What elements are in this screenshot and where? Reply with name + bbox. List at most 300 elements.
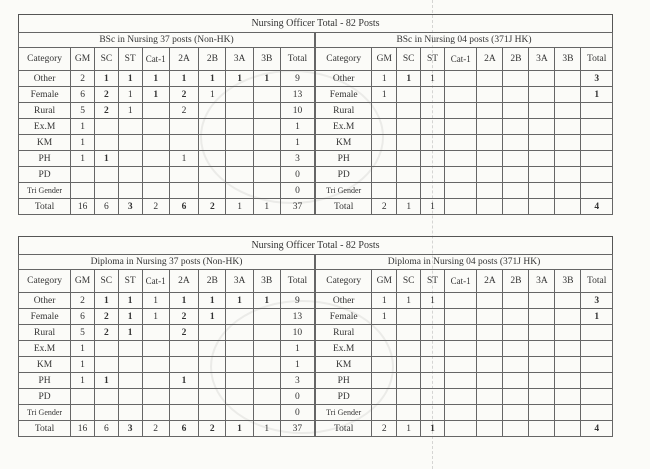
table-cell: 3 — [118, 421, 142, 437]
table-cell — [421, 325, 445, 341]
table-cell: 1 — [118, 87, 142, 103]
row-label: PH — [316, 151, 372, 167]
table-cell: 1 — [169, 151, 198, 167]
table-cell: 1 — [397, 199, 421, 215]
table-cell: 0 — [280, 389, 314, 405]
table-cell: 1 — [253, 293, 280, 309]
table-row — [316, 87, 613, 103]
table-cell: 9 — [280, 71, 314, 87]
table-cell — [444, 151, 477, 167]
table-cell — [397, 135, 421, 151]
table-cell — [118, 151, 142, 167]
table-cell — [581, 389, 613, 405]
block-title: Nursing Officer Total - 82 Posts — [18, 236, 613, 254]
table-row — [316, 135, 613, 151]
row-label: Female — [316, 309, 372, 325]
table-cell — [199, 341, 226, 357]
table-cell: 6 — [169, 199, 198, 215]
table-cell — [555, 103, 581, 119]
column-header: 3A — [226, 270, 253, 293]
table-cell — [397, 309, 421, 325]
table-cell — [94, 183, 118, 199]
table-subtitle: BSc in Nursing 37 posts (Non-HK) — [19, 33, 315, 48]
table-cell: 1 — [372, 293, 397, 309]
table-cell — [421, 183, 445, 199]
table-cell: 2 — [94, 325, 118, 341]
table-cell — [529, 293, 555, 309]
table-cell: 0 — [280, 183, 314, 199]
table-cell — [226, 87, 253, 103]
table-cell — [169, 183, 198, 199]
table-cell — [477, 183, 503, 199]
table-cell: 1 — [169, 71, 198, 87]
table-cell — [529, 373, 555, 389]
table-cell — [444, 103, 477, 119]
table-cell: 1 — [226, 421, 253, 437]
table-cell: 1 — [118, 325, 142, 341]
table-cell — [503, 119, 529, 135]
row-label: Ex.M — [19, 341, 71, 357]
table-cell — [555, 119, 581, 135]
table-cell — [477, 421, 503, 437]
table-cell — [503, 421, 529, 437]
table-row — [316, 71, 613, 87]
table-cell — [444, 293, 477, 309]
left-table-diploma-non-hk — [18, 254, 315, 437]
table-cell — [555, 151, 581, 167]
table-row — [19, 183, 315, 199]
table-cell — [421, 389, 445, 405]
table-cell: 2 — [71, 293, 95, 309]
row-label: KM — [316, 135, 372, 151]
table-cell — [477, 151, 503, 167]
table-cell — [477, 135, 503, 151]
column-header: SC — [94, 270, 118, 293]
table-cell — [581, 103, 613, 119]
table-cell — [503, 325, 529, 341]
table-cell — [199, 135, 226, 151]
table-cell: 2 — [169, 87, 198, 103]
table-cell — [477, 167, 503, 183]
table-cell — [226, 151, 253, 167]
data-table — [315, 254, 613, 437]
table-cell — [118, 357, 142, 373]
column-header: 3B — [253, 48, 280, 71]
row-label: Female — [19, 87, 71, 103]
table-cell: 2 — [94, 87, 118, 103]
table-cell: 13 — [280, 309, 314, 325]
row-label: Tri Gender — [316, 405, 372, 421]
table-cell — [397, 87, 421, 103]
table-cell — [529, 357, 555, 373]
table-cell — [581, 167, 613, 183]
row-label: Tri Gender — [19, 405, 71, 421]
table-cell: 1 — [142, 71, 169, 87]
table-cell: 1 — [71, 357, 95, 373]
table-cell: 2 — [372, 421, 397, 437]
table-cell — [199, 167, 226, 183]
table-cell — [581, 119, 613, 135]
table-cell — [529, 341, 555, 357]
table-cell — [397, 183, 421, 199]
column-header: Cat-1 — [142, 48, 169, 71]
column-header: GM — [372, 48, 397, 71]
table-cell — [421, 373, 445, 389]
table-cell — [477, 71, 503, 87]
table-cell: 2 — [142, 199, 169, 215]
table-cell: 2 — [199, 421, 226, 437]
table-cell — [142, 405, 169, 421]
table-cell — [503, 199, 529, 215]
row-label: PD — [19, 389, 71, 405]
table-cell: 0 — [280, 405, 314, 421]
table-row — [19, 325, 315, 341]
table-cell — [118, 405, 142, 421]
table-cell — [142, 103, 169, 119]
table-cell: 2 — [94, 309, 118, 325]
table-cell — [503, 183, 529, 199]
table-cell: 1 — [71, 151, 95, 167]
table-cell — [477, 373, 503, 389]
table-cell — [94, 135, 118, 151]
table-cell — [529, 389, 555, 405]
table-cell — [444, 325, 477, 341]
table-cell — [555, 71, 581, 87]
row-label: Other — [19, 71, 71, 87]
table-cell — [444, 135, 477, 151]
table-cell — [372, 405, 397, 421]
table-cell — [142, 119, 169, 135]
table-cell: 1 — [118, 293, 142, 309]
column-header: 2A — [169, 48, 198, 71]
table-cell — [529, 199, 555, 215]
row-label: Other — [316, 71, 372, 87]
table-cell — [477, 119, 503, 135]
table-row — [316, 373, 613, 389]
table-cell: 3 — [581, 293, 613, 309]
table-cell — [421, 405, 445, 421]
table-cell — [199, 357, 226, 373]
table-cell: 1 — [199, 309, 226, 325]
row-label: Rural — [19, 325, 71, 341]
table-cell — [142, 135, 169, 151]
table-cell — [94, 341, 118, 357]
row-label: PD — [19, 167, 71, 183]
table-cell — [503, 373, 529, 389]
row-label: Rural — [316, 103, 372, 119]
table-cell — [372, 357, 397, 373]
row-label: Total — [316, 199, 372, 215]
table-cell — [555, 357, 581, 373]
table-cell — [226, 135, 253, 151]
table-row — [316, 151, 613, 167]
table-cell: 1 — [280, 341, 314, 357]
table-cell: 3 — [280, 151, 314, 167]
table-cell — [444, 389, 477, 405]
column-header: 3B — [555, 270, 581, 293]
table-cell — [372, 389, 397, 405]
table-cell — [503, 103, 529, 119]
column-header: ST — [118, 270, 142, 293]
table-cell — [199, 405, 226, 421]
left-table-bsc-non-hk — [18, 32, 315, 215]
table-cell — [118, 135, 142, 151]
table-cell — [253, 183, 280, 199]
table-cell — [444, 183, 477, 199]
table-cell — [555, 199, 581, 215]
table-cell — [555, 421, 581, 437]
column-header: Total — [280, 270, 314, 293]
column-header: Total — [581, 270, 613, 293]
row-label: Tri Gender — [316, 183, 372, 199]
table-row — [19, 293, 315, 309]
table-cell — [444, 309, 477, 325]
table-cell — [397, 373, 421, 389]
table-cell — [142, 373, 169, 389]
table-cell: 6 — [71, 87, 95, 103]
column-header: 3A — [529, 270, 555, 293]
column-header: ST — [421, 270, 445, 293]
table-cell: 1 — [169, 293, 198, 309]
table-row — [316, 199, 613, 215]
column-header: ST — [118, 48, 142, 71]
table-cell — [529, 405, 555, 421]
table-cell — [253, 357, 280, 373]
table-row — [19, 341, 315, 357]
table-cell — [226, 309, 253, 325]
table-cell — [503, 293, 529, 309]
table-cell — [421, 119, 445, 135]
table-cell — [169, 167, 198, 183]
table-cell — [226, 389, 253, 405]
table-cell — [444, 373, 477, 389]
table-cell: 1 — [397, 71, 421, 87]
table-cell — [71, 405, 95, 421]
table-cell: 1 — [280, 357, 314, 373]
table-cell — [529, 167, 555, 183]
table-row — [19, 151, 315, 167]
table-cell: 1 — [581, 87, 613, 103]
table-cell — [71, 183, 95, 199]
table-cell — [372, 135, 397, 151]
table-cell — [529, 421, 555, 437]
table-cell — [253, 389, 280, 405]
table-cell — [421, 341, 445, 357]
column-header: 2A — [169, 270, 198, 293]
column-header: SC — [397, 270, 421, 293]
table-cell — [226, 103, 253, 119]
table-cell — [397, 389, 421, 405]
column-header: Category — [316, 48, 372, 71]
table-cell: 13 — [280, 87, 314, 103]
column-header: 3B — [253, 270, 280, 293]
table-row — [19, 309, 315, 325]
table-row — [19, 373, 315, 389]
table-cell — [421, 103, 445, 119]
table-cell — [529, 71, 555, 87]
column-header: GM — [372, 270, 397, 293]
table-cell — [529, 325, 555, 341]
table-cell — [372, 325, 397, 341]
table-row — [19, 199, 315, 215]
table-cell: 1 — [142, 293, 169, 309]
data-table — [315, 32, 613, 215]
table-cell — [444, 421, 477, 437]
table-cell — [372, 373, 397, 389]
table-cell — [142, 167, 169, 183]
table-row — [19, 103, 315, 119]
column-header: Cat-1 — [444, 48, 477, 71]
table-cell — [226, 405, 253, 421]
table-cell — [555, 183, 581, 199]
table-cell — [397, 103, 421, 119]
table-cell — [253, 151, 280, 167]
table-row — [19, 421, 315, 437]
column-header: Category — [316, 270, 372, 293]
table-cell — [226, 183, 253, 199]
table-cell — [503, 405, 529, 421]
table-cell: 2 — [372, 199, 397, 215]
table-cell: 1 — [280, 119, 314, 135]
table-cell — [444, 167, 477, 183]
table-cell — [169, 341, 198, 357]
table-cell — [503, 167, 529, 183]
table-row — [19, 71, 315, 87]
row-label: Total — [316, 421, 372, 437]
table-cell — [529, 103, 555, 119]
table-row — [316, 341, 613, 357]
column-header: Cat-1 — [142, 270, 169, 293]
column-header: 2B — [503, 270, 529, 293]
table-cell — [397, 341, 421, 357]
row-label: PH — [19, 151, 71, 167]
row-label: Other — [19, 293, 71, 309]
row-label: PH — [19, 373, 71, 389]
row-label: KM — [316, 357, 372, 373]
table-cell: 1 — [253, 421, 280, 437]
table-cell — [477, 309, 503, 325]
table-cell: 1 — [71, 341, 95, 357]
table-cell — [372, 151, 397, 167]
table-cell — [397, 167, 421, 183]
table-cell: 1 — [199, 87, 226, 103]
table-cell — [421, 151, 445, 167]
table-cell — [581, 341, 613, 357]
row-label: Total — [19, 199, 71, 215]
table-cell — [503, 71, 529, 87]
column-header: 2A — [477, 48, 503, 71]
table-cell — [226, 119, 253, 135]
row-label: Rural — [316, 325, 372, 341]
table-cell — [555, 341, 581, 357]
table-cell — [477, 341, 503, 357]
table-row — [19, 405, 315, 421]
table-cell — [118, 373, 142, 389]
table-cell: 1 — [226, 199, 253, 215]
row-label: Total — [19, 421, 71, 437]
table-cell: 1 — [372, 71, 397, 87]
table-cell — [226, 357, 253, 373]
table-cell — [142, 183, 169, 199]
table-cell — [118, 341, 142, 357]
right-table-diploma-hk — [315, 254, 613, 437]
table-cell: 1 — [421, 293, 445, 309]
table-cell — [372, 167, 397, 183]
table-cell — [555, 405, 581, 421]
table-cell — [94, 405, 118, 421]
table-cell: 1 — [226, 71, 253, 87]
table-cell — [581, 373, 613, 389]
table-cell — [555, 325, 581, 341]
table-cell — [71, 167, 95, 183]
table-row — [316, 119, 613, 135]
table-cell: 3 — [118, 199, 142, 215]
table-cell — [253, 87, 280, 103]
table-cell — [529, 151, 555, 167]
row-label: Tri Gender — [19, 183, 71, 199]
table-cell — [503, 135, 529, 151]
table-cell — [118, 119, 142, 135]
row-label: Rural — [19, 103, 71, 119]
column-header: ST — [421, 48, 445, 71]
table-row — [316, 167, 613, 183]
table-cell — [529, 87, 555, 103]
table-cell — [529, 119, 555, 135]
table-cell: 10 — [280, 325, 314, 341]
table-block-diploma — [18, 236, 613, 437]
table-row — [316, 293, 613, 309]
table-subtitle: Diploma in Nursing 37 posts (Non-HK) — [19, 255, 315, 270]
table-cell — [372, 103, 397, 119]
table-cell: 1 — [397, 421, 421, 437]
table-cell: 37 — [280, 199, 314, 215]
table-cell — [94, 119, 118, 135]
table-cell — [199, 151, 226, 167]
block-title: Nursing Officer Total - 82 Posts — [18, 14, 613, 32]
table-cell: 9 — [280, 293, 314, 309]
table-cell: 1 — [253, 71, 280, 87]
table-cell — [142, 357, 169, 373]
table-cell — [372, 119, 397, 135]
column-header: SC — [397, 48, 421, 71]
table-cell — [477, 357, 503, 373]
table-cell — [581, 135, 613, 151]
column-header: Cat-1 — [444, 270, 477, 293]
table-cell — [253, 135, 280, 151]
table-cell — [555, 87, 581, 103]
table-cell — [444, 341, 477, 357]
data-table — [18, 32, 315, 215]
table-cell: 1 — [199, 71, 226, 87]
table-cell: 1 — [372, 309, 397, 325]
right-table-bsc-hk — [315, 32, 613, 215]
table-cell: 1 — [118, 71, 142, 87]
table-cell: 1 — [280, 135, 314, 151]
row-label: Ex.M — [316, 119, 372, 135]
table-cell: 1 — [118, 103, 142, 119]
table-cell: 1 — [372, 87, 397, 103]
table-cell — [477, 199, 503, 215]
table-cell — [529, 183, 555, 199]
table-cell — [397, 119, 421, 135]
table-cell: 2 — [199, 199, 226, 215]
table-cell — [555, 293, 581, 309]
table-cell: 16 — [71, 199, 95, 215]
table-cell: 2 — [169, 309, 198, 325]
table-cell — [421, 309, 445, 325]
table-cell: 10 — [280, 103, 314, 119]
table-cell: 1 — [94, 293, 118, 309]
